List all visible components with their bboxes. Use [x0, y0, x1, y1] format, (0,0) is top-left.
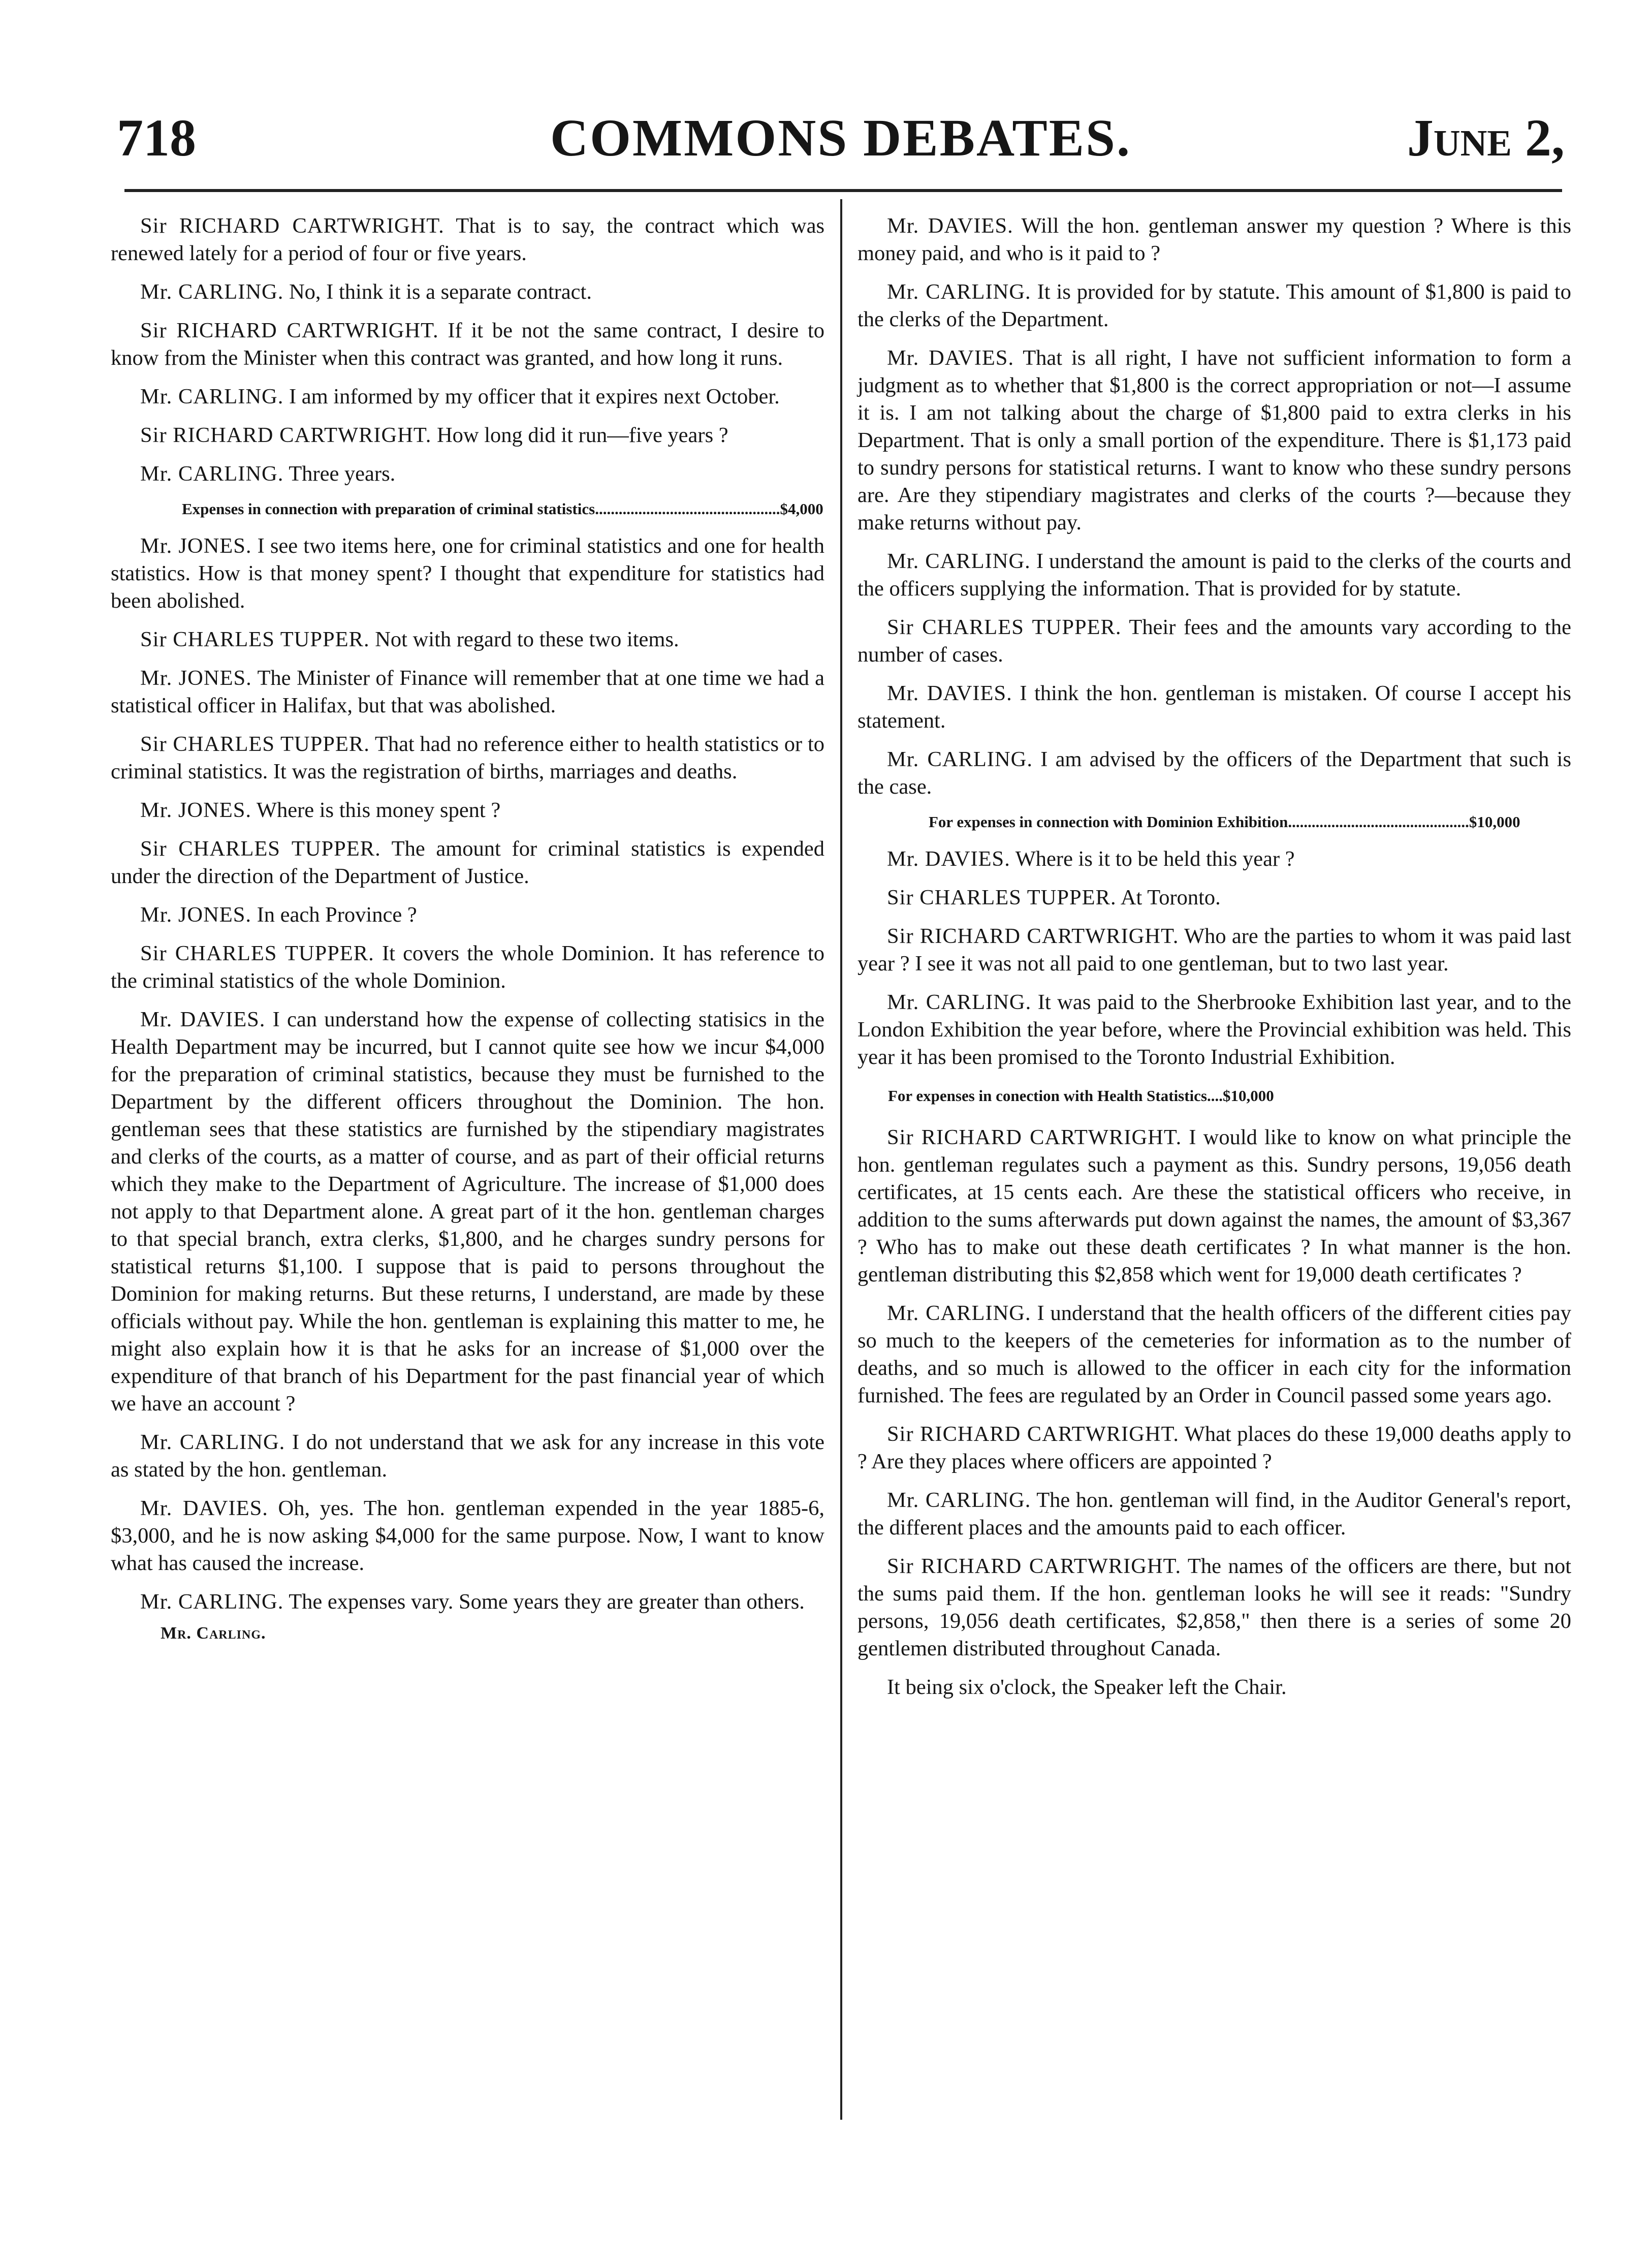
- speaker-name: Mr. CARLING.: [887, 990, 1032, 1014]
- speech-text: Where is it to be held this year ?: [1015, 847, 1295, 871]
- closing-line: It being six o'clock, the Speaker left the Chair.: [887, 1675, 1287, 1699]
- estimate-item-health-statistics: For expenses in conection with Health Statistics....$10,000: [888, 1087, 1274, 1105]
- speech-text: What places do these 19,000 deaths apply to ? Are they places where officers are appointed ?: [857, 1422, 1571, 1473]
- item-dots: ..............................................: [1288, 813, 1469, 831]
- speech-text: I understand that the health officers of the different cities pay so much to the keepers of the cemeteries for information as to the number of deaths, and so much is allowed to the officer in each city for the information furnished. The fees are regulated by an Order in Council passed some years ago.: [857, 1301, 1572, 1407]
- speaker-name: Mr. CARLING.: [887, 747, 1033, 771]
- speech-text: I would like to know on what principle the hon. gentleman regulates such a payment as this. Sundry persons, 19,056 death certificates, at 15 cents each. Are these the statistical officers who receive, in addition to the sums afterwards put down against the names, the amount of $3,367 ? Who has to make out these death certificates ? In what manner is the hon. gentleman distributing this $2,858 which went for 19,000 death certificates ?: [857, 1125, 1571, 1286]
- speech-paragraph: [111, 1429, 824, 1484]
- item-dots: ...............................................: [595, 500, 780, 518]
- left-speeches-b: [111, 532, 824, 1616]
- speech-text: The names of the officers are there, but not the sums paid them. If the hon. gentleman looks he will see it reads: "Sundry persons, 19,056 death certificates, $2,858," then there is a series of some 20 gentlemen distributed throughout Canada.: [857, 1554, 1572, 1660]
- speaker-name: Mr. CARLING.: [140, 1430, 285, 1454]
- speech-paragraph: [111, 212, 824, 267]
- speech-text: It was paid to the Sherbrooke Exhibition last year, and to the London Exhibition the year before, where the Provincial exhibition was held. This year it has been promised to the Toronto Industrial Exhibition.: [857, 990, 1572, 1069]
- speech-text: Will the hon. gentleman answer my question ? Where is this money paid, and who is it paid to ?: [857, 214, 1571, 265]
- speaker-name: Mr. JONES.: [140, 534, 252, 558]
- speaker-name: Mr. CARLING.: [887, 549, 1031, 573]
- speaker-name: Sir RICHARD CARTWRIGHT.: [140, 423, 432, 447]
- speech-paragraph: [111, 460, 824, 488]
- speech-paragraph: [857, 989, 1571, 1071]
- speech-text: At Toronto.: [1120, 886, 1221, 909]
- speech-text: I do not understand that we ask for any increase in this vote as stated by the hon. gentleman.: [111, 1430, 825, 1482]
- speech-text: I understand the amount is paid to the clerks of the courts and the officers supplying the information. That is provided for by statute.: [857, 549, 1572, 601]
- speaker-name: Mr. DAVIES.: [887, 346, 1014, 370]
- speaker-name: Sir CHARLES TUPPER.: [887, 615, 1122, 639]
- speaker-name: Mr. DAVIES.: [140, 1496, 268, 1520]
- speech-text: Not with regard to these two items.: [375, 627, 679, 651]
- speech-paragraph: [857, 1487, 1571, 1542]
- left-speeches-a: [111, 212, 824, 488]
- header-date: June 2,: [1407, 109, 1565, 167]
- speaker-name: Mr. DAVIES.: [140, 1008, 266, 1031]
- speaker-name: Sir CHARLES TUPPER.: [887, 886, 1117, 909]
- speaker-name: Mr. CARLING.: [887, 1488, 1031, 1512]
- page-number: 718: [117, 109, 196, 167]
- speech-paragraph: [857, 278, 1571, 333]
- speech-text: If it be not the same contract, I desire to know from the Minister when this contract was granted, and how long it runs.: [111, 319, 825, 370]
- speech-paragraph: [111, 626, 824, 653]
- speaker-name: Sir RICHARD CARTWRIGHT.: [887, 924, 1179, 948]
- speech-text: The hon. gentleman will find, in the Auditor General's report, the different places and the amounts paid to each officer.: [857, 1488, 1571, 1540]
- speaker-name: Mr. DAVIES.: [887, 214, 1013, 238]
- speech-paragraph: [111, 665, 824, 719]
- speech-paragraph: [857, 1421, 1571, 1475]
- speaker-name: Sir RICHARD CARTWRIGHT.: [140, 214, 444, 238]
- running-title: COMMONS DEBATES.: [550, 109, 1131, 167]
- speech-paragraph: [111, 940, 824, 995]
- speech-paragraph: [111, 383, 824, 411]
- right-speeches-b: [857, 845, 1571, 1071]
- speech-paragraph: [111, 901, 824, 929]
- item-amount: $10,000: [1469, 813, 1520, 831]
- speech-text: It is provided for by statute. This amount of $1,800 is paid to the clerks of the Department.: [857, 280, 1571, 331]
- speech-paragraph: [111, 422, 824, 449]
- speaker-name: Mr. DAVIES.: [887, 681, 1012, 705]
- speech-text: Their fees and the amounts vary according to the number of cases.: [857, 615, 1571, 667]
- column-divider: [840, 199, 842, 2120]
- speech-text: Oh, yes. The hon. gentleman expended in the year 1885-6, $3,000, and he is now asking $4,000 for the same purpose. Now, I want to know what has caused the increase.: [111, 1496, 824, 1575]
- right-column: [857, 212, 1571, 1712]
- signature: Mr. Carling.: [161, 1624, 266, 1643]
- speech-paragraph: [857, 845, 1571, 873]
- speech-text: It covers the whole Dominion. It has reference to the criminal statistics of the whole Dominion.: [111, 941, 825, 993]
- speech-text: That had no reference either to health statistics or to criminal statistics. It was the registration of births, marriages and deaths.: [111, 732, 825, 783]
- speech-paragraph: [111, 317, 824, 372]
- right-speeches-c: [857, 1124, 1571, 1662]
- speaker-name: Mr. CARLING.: [887, 280, 1031, 304]
- speech-paragraph: [857, 344, 1571, 537]
- speech-paragraph: [111, 1006, 824, 1418]
- speech-paragraph: [857, 614, 1571, 669]
- speech-text: I think the hon. gentleman is mistaken. Of course I accept his statement.: [857, 681, 1571, 733]
- speech-text: That is all right, I have not sufficient information to form a judgment as to whether that $1,800 is the correct appropriation or not—I assume it is. I am not talking about the charge of $1,800 paid to extra clerks in his Department. That is only a small portion of the expenditure. There is $1,173 paid to sundry persons for statistical returns. I want to know who these sundry persons are. Are they stipendiary magistrates and clerks of the courts ?—because they make returns without pay.: [857, 346, 1572, 535]
- item-text: For expenses in connection with Dominion Exhibition: [929, 813, 1288, 831]
- speech-paragraph: [857, 548, 1571, 603]
- speech-text: I can understand how the expense of collecting statisics in the Health Department may be incurred, but I cannot quite see how we incur $4,000 for the preparation of criminal statistics, because they must be furnished to the Department by the different officers throughout the Dominion. The hon. gentleman sees that these statistics are furnished by the stipendiary magistrates and clerks of the courts, as a matter of course, and as part of their official returns which they make to the Department of Agriculture. The increase of $1,000 does not apply to that Department alone. A great part of it the hon. gentleman charges to that special branch, extra clerks, $1,800, and he charges sundry persons for statistical returns $1,100. I suppose that is paid to persons throughout the Dominion for making returns. But these returns, I understand, are made by these officials without pay. While the hon. gentleman is explaining this matter to me, he might also explain how it is that he asks for an increase of $1,000 over the expenditure of that branch of his Department for the past financial year of which we have an account ?: [111, 1008, 825, 1416]
- speech-text: Where is this money spent ?: [256, 798, 501, 822]
- speaker-name: Mr. CARLING.: [140, 385, 284, 409]
- right-speeches-a: [857, 212, 1571, 801]
- speech-text: That is to say, the contract which was renewed lately for a period of four or five years.: [111, 214, 824, 265]
- speech-text: The amount for criminal statistics is expended under the direction of the Department of Justice.: [111, 837, 825, 888]
- left-column: [111, 212, 824, 1647]
- speech-paragraph: [857, 680, 1571, 735]
- speaker-name: Sir CHARLES TUPPER.: [140, 837, 381, 861]
- speaker-name: Sir RICHARD CARTWRIGHT.: [887, 1554, 1182, 1578]
- item-amount: $4,000: [780, 500, 823, 518]
- speech-paragraph: [857, 1124, 1571, 1289]
- speech-paragraph: [857, 212, 1571, 267]
- speech-text: Three years.: [289, 462, 396, 486]
- speech-text: The Minister of Finance will remember that at one time we had a statistical officer in Halifax, but that was abolished.: [111, 666, 824, 717]
- speaker-name: Mr. CARLING.: [887, 1301, 1031, 1325]
- speech-text: I am advised by the officers of the Department that such is the case.: [857, 747, 1572, 799]
- speech-paragraph: [857, 884, 1571, 912]
- speaker-name: Mr. DAVIES.: [887, 847, 1010, 871]
- estimate-item-exhibition: [929, 812, 1571, 832]
- speaker-name: Mr. JONES.: [140, 666, 252, 690]
- speech-text: Who are the parties to whom it was paid last year ? I see it was not all paid to one gentleman, but to two last year.: [857, 924, 1572, 976]
- speech-paragraph: [857, 923, 1571, 978]
- speech-paragraph: [857, 746, 1571, 801]
- speech-text: How long did it run—five years ?: [436, 423, 728, 447]
- speech-paragraph: [111, 1495, 824, 1577]
- speech-paragraph: [857, 1553, 1571, 1662]
- header-rule: [124, 189, 1562, 192]
- speech-paragraph: [111, 731, 824, 786]
- speech-text: The expenses vary. Some years they are greater than others.: [289, 1590, 805, 1614]
- speech-text: I see two items here, one for criminal statistics and one for health statistics. How is that money spent? I thought that expenditure for statistics had been abolished.: [111, 534, 825, 613]
- speaker-name: Sir CHARLES TUPPER.: [140, 732, 370, 756]
- speaker-name: Mr. CARLING.: [140, 462, 284, 486]
- speaker-name: Sir CHARLES TUPPER.: [140, 627, 370, 651]
- page-header: [117, 108, 1565, 179]
- speaker-name: Mr. JONES.: [140, 903, 251, 927]
- speech-paragraph: [111, 532, 824, 615]
- speaker-name: Mr. CARLING.: [140, 280, 284, 304]
- speech-paragraph: [111, 797, 824, 824]
- speaker-name: Mr. JONES.: [140, 798, 251, 822]
- speech-paragraph: [111, 1588, 824, 1616]
- speech-text: In each Province ?: [257, 903, 417, 927]
- speech-text: I am informed by my officer that it expires next October.: [289, 385, 780, 409]
- speaker-name: Sir RICHARD CARTWRIGHT.: [887, 1125, 1182, 1149]
- speech-paragraph: [111, 835, 824, 890]
- estimate-item-criminal-statistics: [182, 499, 824, 519]
- speech-paragraph: [111, 278, 824, 306]
- speaker-name: Sir RICHARD CARTWRIGHT.: [887, 1422, 1180, 1446]
- speech-paragraph: [857, 1300, 1571, 1409]
- speech-text: No, I think it is a separate contract.: [289, 280, 592, 304]
- speaker-name: Sir RICHARD CARTWRIGHT.: [140, 319, 439, 342]
- speaker-name: Mr. CARLING.: [140, 1590, 284, 1614]
- item-text: Expenses in connection with preparation of criminal statistics: [182, 500, 595, 518]
- speaker-name: Sir CHARLES TUPPER.: [140, 941, 374, 965]
